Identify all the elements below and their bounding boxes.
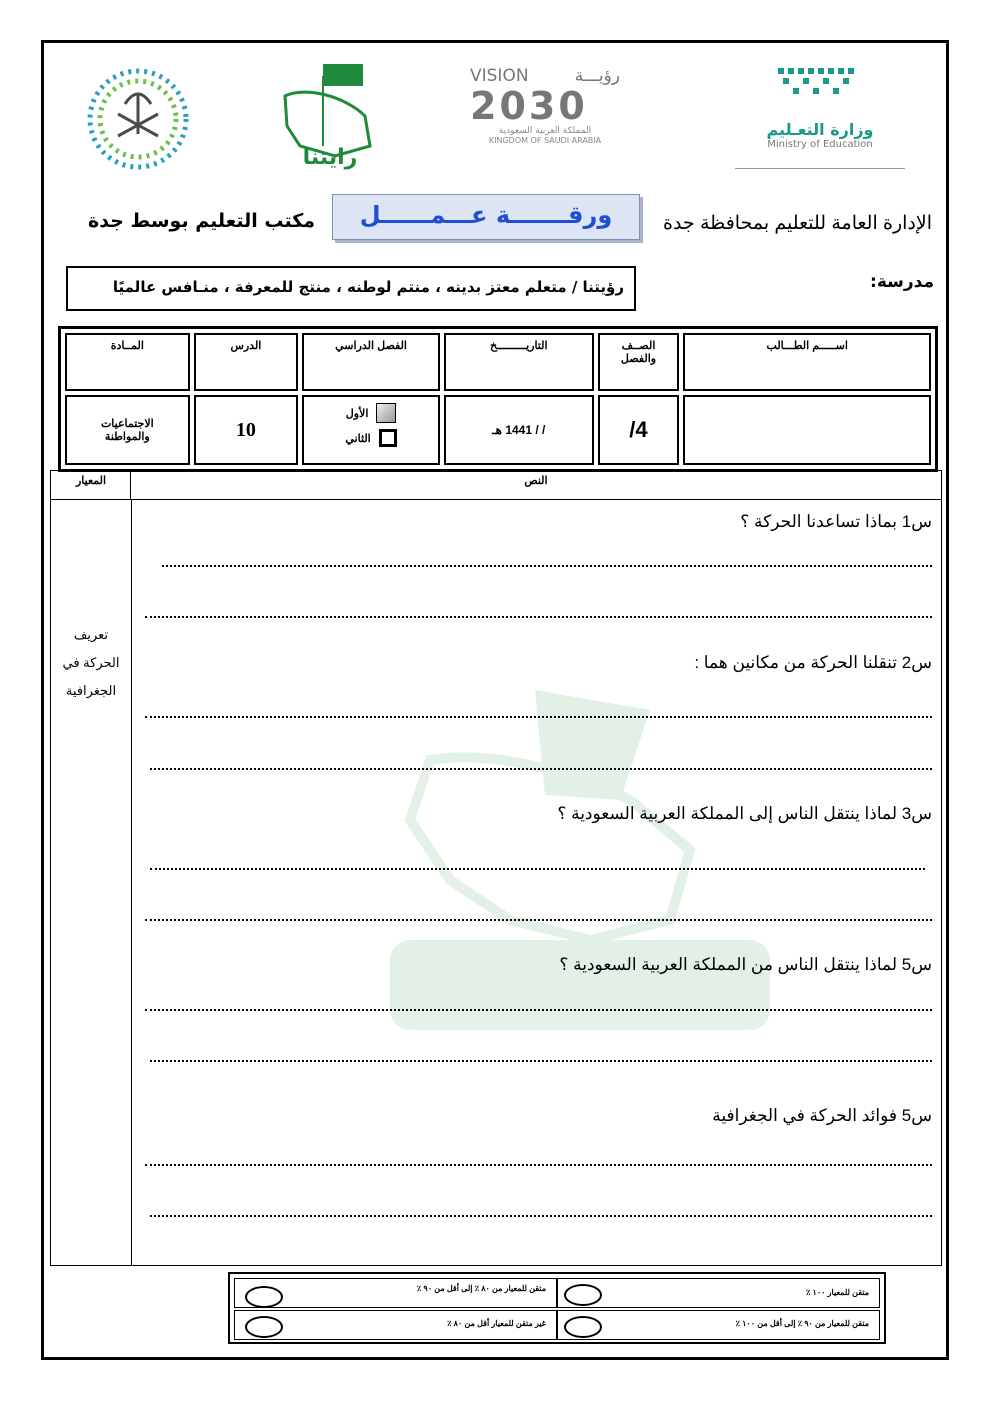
vision-2030-logo: VISION رؤيـــة 2030 المملكة العربية السعودية KINGDOM OF SAUDI ARABIA [470,66,620,145]
answer-line[interactable] [162,563,932,567]
question-4: س5 لماذا ينتقل الناس من المملكة العربية السعودية ؟ [559,955,932,974]
rubric-cell: متقن للمعيار من ٩٠ ٪ إلى أقل من ١٠٠ ٪ [557,1310,880,1340]
rubric-cell: متقن للمعيار من ٨٠ ٪ إلى أقل من ٩٠ ٪ [234,1278,557,1308]
vision-statement: رؤيتنا / متعلم معتز بدينه ، منتم لوطنه ، منتج للمعرفة ، منـافس عالميًا [66,266,636,311]
authority-text: الإدارة العامة للتعليم بمحافظة جدة [663,213,932,234]
answer-line[interactable] [145,714,932,718]
office-text: مكتب التعليم بوسط جدة [88,210,316,232]
header-lesson: الدرس [194,333,299,391]
semester-first-checkbox[interactable] [376,403,396,423]
rubric-box [228,1272,886,1344]
standard-column-header: المعيار [51,471,131,500]
answer-line[interactable] [150,1213,932,1217]
answer-line[interactable] [150,866,925,870]
semester-second-checkbox[interactable] [379,429,397,447]
rubric-oval[interactable] [245,1286,283,1308]
lesson-value: 10 [194,395,299,465]
header-subject: المــادة [65,333,190,391]
column-divider [131,499,132,1265]
ministry-dots-icon [770,64,870,100]
subject-value: الاجتماعيات والمواطنة [65,395,190,465]
answer-line[interactable] [150,1058,932,1062]
flag-icon [323,64,363,86]
date-value[interactable]: / / 1441 هـ [444,395,594,465]
worksheet-title: ورقـــــــة عـــمــــــل [332,194,640,240]
rubric-cell: غير متقن للمعيار أقل من ٨٠ ٪ [234,1310,557,1340]
grade-value[interactable]: 4/ [598,395,680,465]
rayatna-text: رايتنا [302,145,358,170]
answer-line[interactable] [145,1162,932,1166]
rubric-oval[interactable] [245,1316,283,1338]
rayatna-logo [275,56,385,176]
rubric-oval[interactable] [564,1284,602,1306]
question-3: س3 لماذا ينتقل الناس إلى المملكة العربية السعودية ؟ [557,804,932,823]
semester-cell: الأول الثاني [302,395,440,465]
saudi-emblem-logo [80,64,200,174]
answer-line[interactable] [145,1007,932,1011]
student-info-table [58,326,938,472]
header-semester: الفصل الدراسي [302,333,440,391]
ministry-of-education-logo: وزارة التعـليم Ministry of Education [735,64,905,169]
text-column-header: النص [130,471,941,500]
question-5: س5 فوائد الحركة في الجغرافية [712,1106,932,1125]
question-2: س2 تنقلنا الحركة من مكانين هما : [694,653,932,672]
answer-line[interactable] [150,766,932,770]
rubric-oval[interactable] [564,1316,602,1338]
standard-label: تعريف الحركة في الجغرافية [62,627,120,698]
rubric-cell: متقن للمعيار ١٠٠ ٪ [557,1278,880,1308]
question-1: س1 بماذا تساعدنا الحركة ؟ [740,512,932,531]
school-label: مدرسة: [870,272,934,292]
student-name-field[interactable] [683,395,931,465]
answer-line[interactable] [145,614,932,618]
header-grade: الصــف والفصل [598,333,680,391]
header-date: التاريـــــــــخ [444,333,594,391]
answer-line[interactable] [145,917,932,921]
header-student-name: اســـــم الطـــالب [683,333,931,391]
